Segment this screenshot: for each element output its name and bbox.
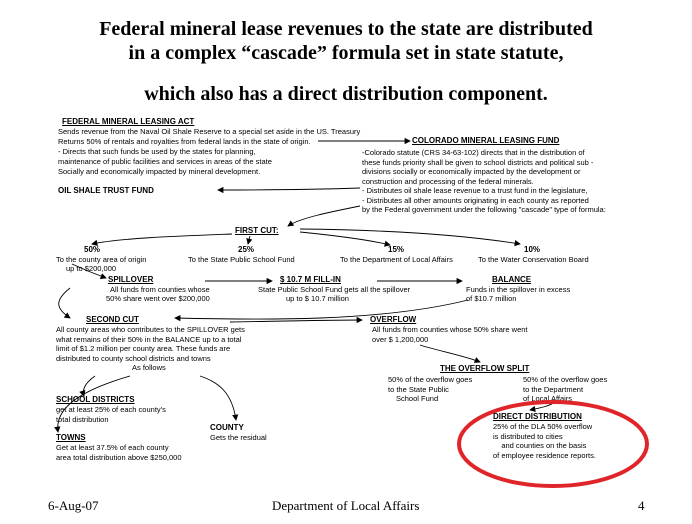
title-line-1: Federal mineral lease revenues to the state are distributed <box>99 18 593 40</box>
federal-line-1: Sends revenue from the Naval Oil Shale Reserve to a special set aside in the US. Treasury <box>58 127 361 136</box>
footer-page-number: 4 <box>638 498 645 513</box>
colorado-line-1: -Colorado statute (CRS 34-63-102) directs that in the distribution of <box>362 148 585 157</box>
towns-line-2: area total distribution above $250,000 <box>56 452 182 462</box>
overflow-split-right-line-1: 50% of the overflow goes <box>523 375 608 384</box>
title-line-3: which also has a direct distribution component. <box>144 83 548 105</box>
fill-in-heading: $ 10.7 M FILL-IN <box>280 275 341 284</box>
county-line-1: Gets the residual <box>210 433 267 442</box>
overflow-split-right-line-2: to the Department <box>523 384 584 394</box>
balance-line-2: of $10.7 million <box>466 294 517 303</box>
oil-shale-trust-fund-heading: OIL SHALE TRUST FUND <box>58 186 154 195</box>
federal-line-2: Returns 50% of rentals and royalties from federal lands in the state of origin. <box>58 137 311 146</box>
county-heading: COUNTY <box>210 423 244 432</box>
overflow-split-heading: THE OVERFLOW SPLIT <box>440 364 530 373</box>
spillover-line-1: All funds from counties whose <box>110 285 210 294</box>
fill-in-line-2: up to $ 10.7 million <box>286 294 349 303</box>
direct-distribution-line-4: of employee residence reports. <box>493 450 596 460</box>
second-cut-line-5: As follows <box>132 363 166 372</box>
split-50-extra: up to $200,000 <box>66 264 117 273</box>
split-10-pct: 10% <box>524 245 541 254</box>
colorado-fund-heading: COLORADO MINERAL LEASING FUND <box>412 136 560 145</box>
second-cut-line-3: limit of $1.2 million per county area. These funds are <box>56 344 231 353</box>
federal-line-3: - Directs that such funds be used by the states for planning, <box>58 147 256 156</box>
split-10-text: To the Water Conservation Board <box>478 255 589 264</box>
second-cut-heading: SECOND CUT <box>86 315 139 324</box>
direct-distribution-line-3: and counties on the basis <box>493 441 587 450</box>
title-line-2: in a complex “cascade” formula set in state statute, <box>128 42 564 64</box>
overflow-split-left-line-2: to the State Public <box>388 384 449 394</box>
footer-department: Department of Local Affairs <box>272 498 420 513</box>
direct-distribution-line-2: is distributed to cities <box>493 431 563 441</box>
split-25-pct: 25% <box>238 245 255 254</box>
second-cut-line-1: All county areas who contributes to the SPILLOVER gets <box>56 325 245 334</box>
spillover-line-2: 50% share went over $200,000 <box>106 294 210 303</box>
colorado-line-5: - Distributes oil shale lease revenue to a trust fund in the legislature, <box>362 186 588 195</box>
balance-line-1: Funds in the spillover in excess <box>466 285 571 294</box>
overflow-split-left-line-1: 50% of the overflow goes <box>388 375 473 384</box>
overflow-split-right-line-3: of Local Affairs <box>523 394 573 403</box>
federal-mineral-leasing-heading: FEDERAL MINERAL LEASING ACT <box>62 117 195 126</box>
overflow-heading: OVERFLOW <box>370 315 417 324</box>
colorado-line-6: - Distributes all other amounts originating in each county as reported <box>362 195 589 205</box>
direct-distribution-heading: DIRECT DISTRIBUTION <box>493 412 582 421</box>
split-25-text: To the State Public School Fund <box>188 255 295 264</box>
split-15-pct: 15% <box>388 245 405 254</box>
balance-heading: BALANCE <box>492 275 532 284</box>
fill-in-line-1: State Public School Fund gets all the spillover <box>258 285 411 294</box>
second-cut-line-4: distributed to county school districts and towns <box>56 353 211 363</box>
towns-line-1: Get at least 37.5% of each county <box>56 443 169 452</box>
direct-distribution-line-1: 25% of the DLA 50% overflow <box>493 422 593 431</box>
spillover-heading: SPILLOVER <box>108 275 154 284</box>
first-cut-heading: FIRST CUT: <box>235 226 279 235</box>
colorado-line-3: divisions socially or economically impacted by the development or <box>362 167 581 176</box>
school-districts-line-1: get at least 25% of each county's <box>56 405 166 414</box>
towns-heading: TOWNS <box>56 433 86 442</box>
overflow-split-left-line-3: School Fund <box>396 394 439 403</box>
split-15-text: To the Department of Local Affairs <box>340 255 453 264</box>
federal-line-4: maintenance of public facilities and services in areas of the state <box>58 157 272 166</box>
split-50-pct: 50% <box>84 245 101 254</box>
colorado-line-2: these funds priority shall be given to school districts and political sub - <box>362 157 594 167</box>
school-districts-heading: SCHOOL DISTRICTS <box>56 395 135 404</box>
colorado-line-4: construction and processing of the federal minerals. <box>362 176 534 186</box>
school-districts-line-2: total distribution <box>56 414 109 424</box>
overflow-line-1: All funds from counties whose 50% share went <box>372 325 528 334</box>
footer-date: 6-Aug-07 <box>48 498 99 513</box>
overflow-line-2: over $ 1,200,000 <box>372 334 429 344</box>
colorado-line-7: by the Federal government under the following "cascade" type of formula: <box>362 205 606 214</box>
federal-line-5: Socially and economically impacted by mineral development. <box>58 167 261 176</box>
split-50-text: To the county area of origin <box>56 255 147 264</box>
second-cut-line-2: what remains of their 50% in the BALANCE up to a total <box>56 334 242 344</box>
